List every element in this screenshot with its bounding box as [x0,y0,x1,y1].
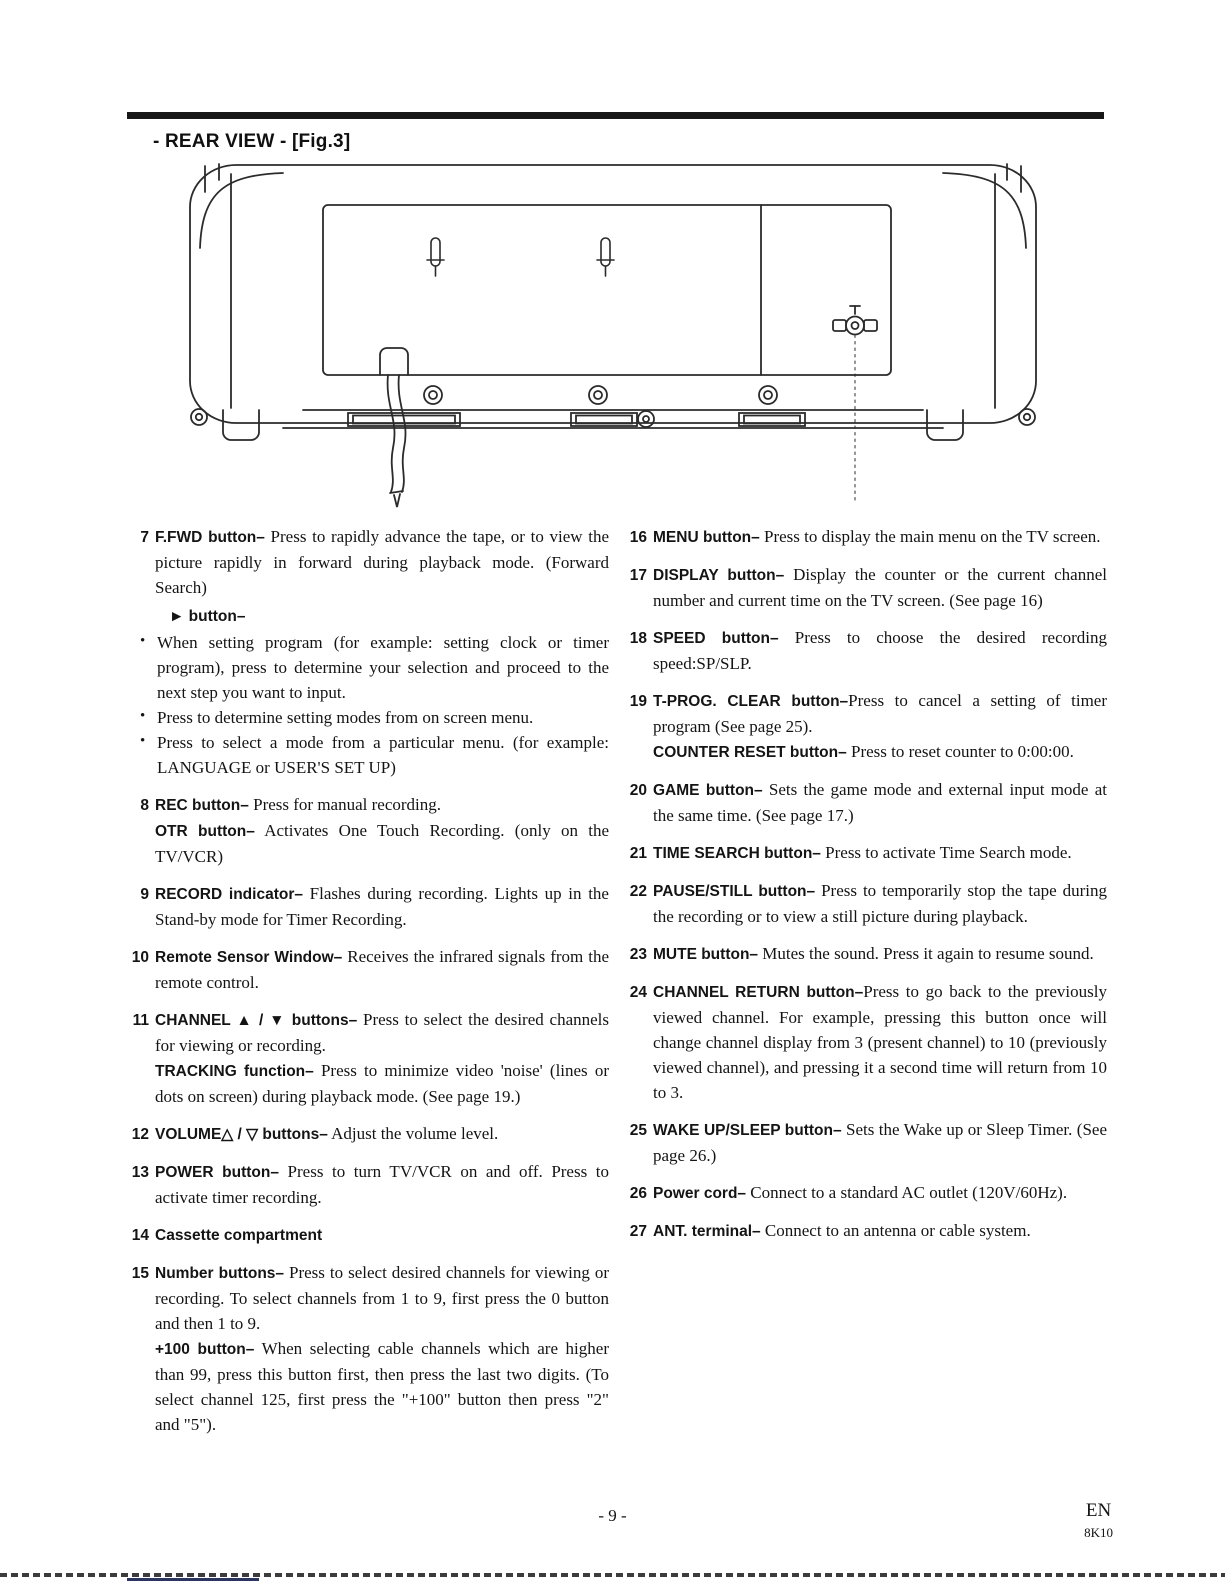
item-para: T-PROG. CLEAR button–Press to cancel a setting of timer program (See page 25). [653,691,1107,736]
item-subhead: ► button– [169,608,246,625]
manual-item [625,878,1107,929]
manual-item [127,1260,609,1437]
item-bullet: • Press to select a mode from a particular menu. (for example: LANGUAGE or USER'S SET UP) [157,730,609,780]
item-number: 7 [140,529,149,546]
item-para: TIME SEARCH button– Press to activate Time Search mode. [653,843,1072,862]
footer-right [1084,1500,1113,1541]
item-para: Remote Sensor Window– Receives the infrared signals from the remote control. [155,947,609,992]
item-para: CHANNEL ▲ / ▼ buttons– Press to select the desired channels for viewing or recording. [155,1010,609,1055]
item-bullet: • When setting program (for example: setting clock or timer program), press to determine your selection and proceed to the next step you want to input. [157,630,609,705]
top-rule [127,112,1104,119]
item-number: 13 [131,1164,149,1181]
bullet-icon: • [140,708,146,724]
item-para: Number buttons– Press to select desired channels for viewing or recording. To select channels from 1 to 9, first press the 0 button and then 1 to 9. [155,1263,609,1333]
item-number: 10 [131,949,149,966]
manual-item [625,524,1107,550]
item-number: 20 [629,782,647,799]
panel-screws [424,386,777,404]
manual-item [625,1180,1107,1206]
item-para: DISPLAY button– Display the counter or the current channel number and current time on the TV screen. (See page 16) [653,565,1107,610]
item-para: WAKE UP/SLEEP button– Sets the Wake up or Sleep Timer. (See page 26.) [653,1120,1108,1165]
language-code: EN [1085,1500,1112,1521]
item-para: MUTE button– Mutes the sound. Press it again to resume sound. [653,944,1094,963]
manual-item [625,941,1107,967]
manual-item [625,625,1107,676]
item-number: 27 [629,1223,647,1240]
manual-item [127,1121,609,1147]
page-number: - 9 - [598,1506,627,1525]
manual-item [625,1218,1107,1244]
manual-item [625,777,1107,828]
item-number: 15 [131,1265,149,1282]
item-number: 21 [629,845,647,862]
manual-item [625,688,1107,765]
manual-item [625,562,1107,613]
item-bullet: • Press to determine setting modes from on screen menu. [157,705,609,730]
bullet-icon: • [140,733,146,749]
item-para: VOLUME△ / ▽ buttons– Adjust the volume level. [155,1124,499,1143]
item-number: 11 [132,1012,149,1029]
bottom-band [283,410,943,428]
item-number: 16 [629,529,647,546]
antenna-terminal [833,306,877,502]
item-number: 9 [140,886,149,903]
cabinet-outline [190,165,1036,423]
item-number: 25 [629,1122,647,1139]
manual-item [625,1117,1107,1168]
item-para: TRACKING function– Press to minimize video 'noise' (lines or dots on screen) during playback mode. (See page 19.) [155,1061,610,1106]
item-para: Power cord– Connect to a standard AC outlet (120V/60Hz). [653,1183,1068,1202]
manual-item [127,944,609,995]
manual-item [127,1007,609,1109]
item-para: +100 button– When selecting cable channels which are higher than 99, press this button first, then press the last two digits. (To select channel 125, first press the "+100" button then press "2" and "5"). [155,1339,609,1434]
item-number: 22 [629,883,647,900]
perforation-solid-segment [127,1578,259,1581]
manual-item [127,1222,609,1248]
item-para: Cassette compartment [155,1227,323,1244]
item-para: GAME button– Sets the game mode and external input mode at the same time. (See page 17.) [653,780,1107,825]
item-para: SPEED button– Press to choose the desired recording speed:SP/SLP. [653,628,1107,673]
item-para: RECORD indicator– Flashes during recording. Lights up in the Stand-by mode for Timer Recording. [155,884,609,929]
manual-item [625,840,1107,866]
item-para: REC button– Press for manual recording. [155,795,441,814]
item-number: 18 [629,630,647,647]
item-number: 23 [629,946,647,963]
item-para: MENU button– Press to display the main menu on the TV screen. [653,527,1101,546]
figure-title: - REAR VIEW - [Fig.3] [153,131,351,152]
model-code: 8K10 [1084,1525,1113,1540]
column-left [127,524,609,1449]
item-para: OTR button– Activates One Touch Recording. (only on the TV/VCR) [155,821,609,866]
item-number: 8 [140,797,149,814]
item-number: 19 [629,693,647,710]
content-columns [127,524,1107,1449]
perforation-line [0,1573,1225,1577]
item-number: 12 [131,1126,149,1143]
manual-item [127,524,609,780]
item-number: 26 [629,1185,647,1202]
manual-item [127,792,609,869]
manual-item [127,881,609,932]
item-para: POWER button– Press to turn TV/VCR on and off. Press to activate timer recording. [155,1162,609,1207]
column-right [625,524,1107,1449]
item-para: F.FWD button– Press to rapidly advance the tape, or to view the picture rapidly in forward during playback mode. (Forward Search) [155,527,609,597]
vent-slots [427,238,614,276]
rear-view-drawing [183,158,1043,508]
item-number: 24 [629,984,647,1001]
item-para: CHANNEL RETURN button–Press to go back to the previously viewed channel. For example, pressing this button once will change channel display from 3 (present channel) to 10 (previously viewed channel), and pressing it a second time will return from 10 to 3. [653,982,1107,1102]
bullet-icon: • [140,633,146,649]
item-para: ANT. terminal– Connect to an antenna or cable system. [653,1221,1031,1240]
back-panel [323,205,891,375]
manual-item [127,1159,609,1210]
item-para: COUNTER RESET button– Press to reset counter to 0:00:00. [653,742,1074,761]
item-number: 14 [131,1227,149,1244]
item-number: 17 [629,567,647,584]
item-para: PAUSE/STILL button– Press to temporarily stop the tape during the recording or to view a still picture during playback. [653,881,1108,926]
manual-item [625,979,1107,1105]
rear-view-diagram [183,158,1043,508]
